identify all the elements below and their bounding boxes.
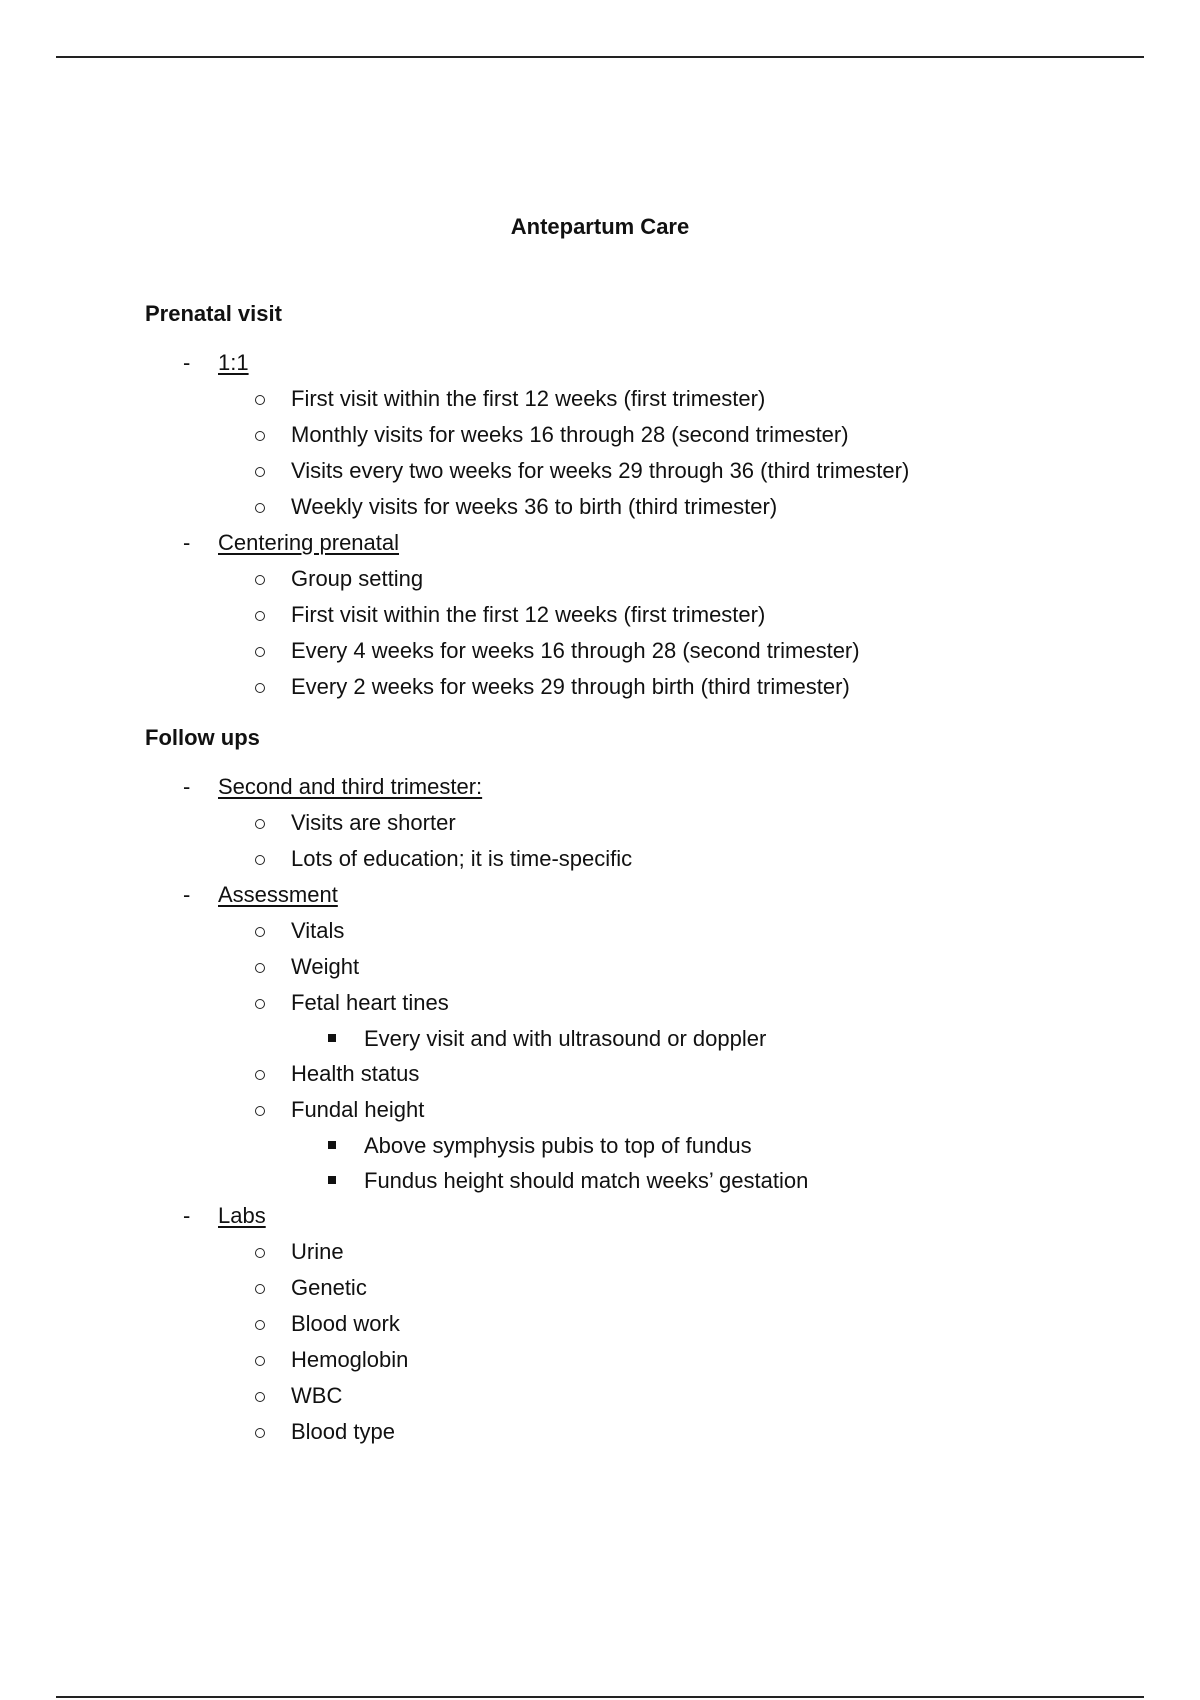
- list-item: Group setting: [218, 561, 1105, 597]
- list-item: Urine: [218, 1234, 1105, 1270]
- group-second-third-trimester: [145, 769, 1105, 877]
- list-item: Every 2 weeks for weeks 29 through birth (third trimester): [218, 669, 1105, 705]
- circle-bullet-icon: [255, 963, 265, 973]
- document-body: [145, 299, 1105, 1450]
- circle-bullet-icon: [255, 611, 265, 621]
- group-labs: [145, 1198, 1105, 1450]
- top-page-rule: [56, 56, 1144, 58]
- list-item: Fetal heart tines Every visit and with ultrasound or doppler: [218, 985, 1105, 1056]
- group-label: Second and third trimester:: [218, 774, 483, 799]
- sub-list-item: Above symphysis pubis to top of fundus: [291, 1128, 1105, 1163]
- circle-bullet-icon: [255, 1392, 265, 1402]
- list-item: Weight: [218, 949, 1105, 985]
- prenatal-visit-list: [145, 345, 1105, 705]
- dash-bullet: -: [183, 350, 191, 375]
- circle-bullet-icon: [255, 819, 265, 829]
- group-one-to-one: [145, 345, 1105, 525]
- list-item: Every 4 weeks for weeks 16 through 28 (second trimester): [218, 633, 1105, 669]
- circle-bullet-icon: [255, 855, 265, 865]
- sub-list-item: Fundus height should match weeks’ gestation: [291, 1163, 1105, 1198]
- square-bullet-icon: [328, 1141, 336, 1149]
- group-label: 1:1: [218, 350, 249, 375]
- circle-bullet-icon: [255, 467, 265, 477]
- group-label: Labs: [218, 1203, 266, 1228]
- square-bullet-icon: [328, 1176, 336, 1184]
- circle-bullet-icon: [255, 1070, 265, 1080]
- follow-ups-list: [145, 769, 1105, 1450]
- list-item: Monthly visits for weeks 16 through 28 (second trimester): [218, 417, 1105, 453]
- list-item: Weekly visits for weeks 36 to birth (third trimester): [218, 489, 1105, 525]
- list-item: Blood work: [218, 1306, 1105, 1342]
- circle-bullet-icon: [255, 999, 265, 1009]
- list-item: WBC: [218, 1378, 1105, 1414]
- dash-bullet: -: [183, 882, 191, 907]
- circle-bullet-icon: [255, 431, 265, 441]
- circle-bullet-icon: [255, 395, 265, 405]
- circle-bullet-icon: [255, 647, 265, 657]
- group-label: Centering prenatal: [218, 530, 400, 555]
- list-item: Blood type: [218, 1414, 1105, 1450]
- document-title: Antepartum Care: [510, 213, 690, 239]
- circle-bullet-icon: [255, 683, 265, 693]
- section-heading-follow-ups: Follow ups: [145, 725, 260, 750]
- list-item: Genetic: [218, 1270, 1105, 1306]
- circle-bullet-icon: [255, 1356, 265, 1366]
- list-item: Visits are shorter: [218, 805, 1105, 841]
- list-item: First visit within the first 12 weeks (first trimester): [218, 381, 1105, 417]
- list-item: Health status: [218, 1056, 1105, 1092]
- group-assessment: [145, 877, 1105, 1198]
- list-item: Visits every two weeks for weeks 29 through 36 (third trimester): [218, 453, 1105, 489]
- circle-bullet-icon: [255, 1106, 265, 1116]
- list-item: Hemoglobin: [218, 1342, 1105, 1378]
- circle-bullet-icon: [255, 1248, 265, 1258]
- dash-bullet: -: [183, 1203, 191, 1228]
- dash-bullet: -: [183, 774, 191, 799]
- circle-bullet-icon: [255, 1428, 265, 1438]
- group-label: Assessment: [218, 882, 338, 907]
- list-item: Vitals: [218, 913, 1105, 949]
- bottom-page-rule: [56, 1696, 1144, 1698]
- list-item: Lots of education; it is time-specific: [218, 841, 1105, 877]
- sub-list-item: Every visit and with ultrasound or doppler: [291, 1021, 1105, 1056]
- circle-bullet-icon: [255, 927, 265, 937]
- circle-bullet-icon: [255, 1284, 265, 1294]
- circle-bullet-icon: [255, 575, 265, 585]
- circle-bullet-icon: [255, 503, 265, 513]
- section-heading-prenatal-visit: Prenatal visit: [145, 301, 282, 326]
- group-centering-prenatal: [145, 525, 1105, 705]
- dash-bullet: -: [183, 530, 191, 555]
- square-bullet-icon: [328, 1034, 336, 1042]
- circle-bullet-icon: [255, 1320, 265, 1330]
- list-item: Fundal height Above symphysis pubis to top of fundus Fundus height should match weeks’ gestation: [218, 1092, 1105, 1198]
- list-item: First visit within the first 12 weeks (first trimester): [218, 597, 1105, 633]
